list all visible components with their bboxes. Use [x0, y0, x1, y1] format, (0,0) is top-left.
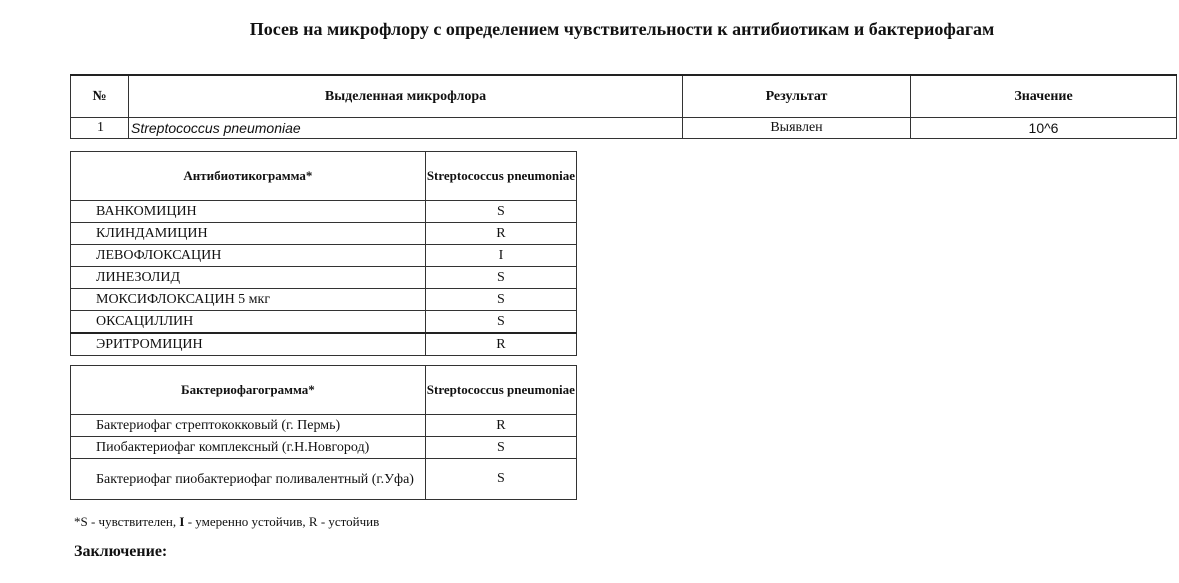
sensitivity-value: S [425, 289, 576, 311]
table-row [71, 289, 577, 311]
drug-name: ЛИНЕЗОЛИД [71, 267, 426, 289]
legend-part-i: I [179, 514, 185, 529]
flora-table [70, 74, 1177, 139]
phagogram-organism-header: Streptococcus pneumoniae [425, 366, 576, 415]
drug-name: ВАНКОМИЦИН [71, 201, 426, 223]
sensitivity-value: S [425, 267, 576, 289]
sensitivity-value: I [425, 245, 576, 267]
phagogram-table [70, 365, 577, 500]
antibiogram-header [71, 152, 577, 201]
legend-part-rest: - умеренно устойчив, R - устойчив [184, 514, 380, 529]
organism-name: Streptococcus pneumoniae [129, 118, 683, 139]
antibiogram-table [70, 151, 577, 356]
table-row [71, 333, 577, 356]
table-row [71, 223, 577, 245]
table-row [71, 459, 577, 500]
sensitivity-value: R [425, 333, 576, 356]
document-title: Посев на микрофлору с определением чувствительности к антибиотикам и бактериофагам [249, 19, 995, 39]
legend-part-s: *S - чувствителен, [74, 514, 180, 529]
drug-name: КЛИНДАМИЦИН [71, 223, 426, 245]
result-value: Выявлен [683, 118, 911, 139]
table-row [71, 311, 577, 334]
quantity-value: 10^6 [911, 118, 1177, 139]
row-number: 1 [71, 118, 129, 139]
phage-name: Бактериофаг пиобактериофаг поливалентный (г.Уфа) [71, 459, 426, 500]
sensitivity-value: S [425, 311, 576, 334]
col-number-header: № [71, 75, 129, 118]
drug-name: МОКСИФЛОКСАЦИН 5 мкг [71, 289, 426, 311]
sensitivity-value: S [425, 437, 576, 459]
table-row [71, 201, 577, 223]
col-organism-header: Выделенная микрофлора [129, 75, 683, 118]
antibiogram-title: Антибиотикограмма* [71, 152, 426, 201]
antibiogram-organism-header: Streptococcus pneumoniae [425, 152, 576, 201]
col-value-header: Значение [911, 75, 1177, 118]
sensitivity-value: R [425, 223, 576, 245]
table-row [71, 267, 577, 289]
col-result-header: Результат [683, 75, 911, 118]
phagogram-title: Бактериофагограмма* [71, 366, 426, 415]
sensitivity-legend [74, 514, 379, 530]
phagogram-header [71, 366, 577, 415]
conclusion-label: Заключение: [74, 543, 168, 560]
table-row [71, 437, 577, 459]
table-row [71, 245, 577, 267]
table-row [71, 118, 1177, 139]
drug-name: ОКСАЦИЛЛИН [71, 311, 426, 334]
table-row [71, 415, 577, 437]
flora-table-header [71, 75, 1177, 118]
sensitivity-value: R [425, 415, 576, 437]
drug-name: ЭРИТРОМИЦИН [71, 333, 426, 356]
sensitivity-value: S [425, 201, 576, 223]
phage-name: Бактериофаг стрептококковый (г. Пермь) [71, 415, 426, 437]
phage-name: Пиобактериофаг комплексный (г.Н.Новгород) [71, 437, 426, 459]
drug-name: ЛЕВОФЛОКСАЦИН [71, 245, 426, 267]
sensitivity-value: S [425, 459, 576, 500]
